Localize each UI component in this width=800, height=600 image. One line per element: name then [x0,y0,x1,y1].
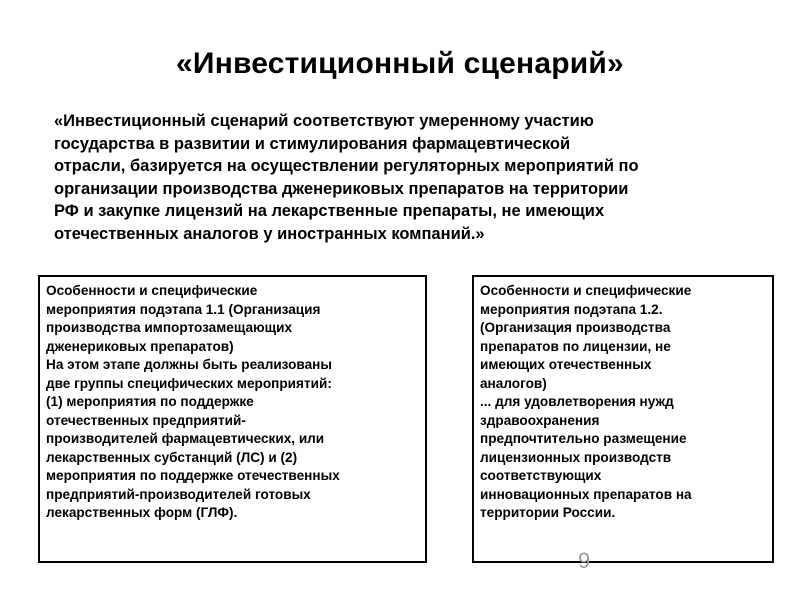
box-line: две группы специфических мероприятий: [46,375,332,391]
box-line: Особенности и специфические [480,283,692,298]
intro-paragraph [54,110,774,246]
box-line: (1) мероприятия по поддержке [46,394,254,409]
box-line: инновационных препаратов на [480,486,692,502]
box-line: лицензионных производств [480,449,672,465]
box-line: препаратов по лицензии, не [480,338,671,354]
box-line: производства импортозамещающих [46,320,293,335]
box-line: ... для удовлетворения нужд [480,394,674,409]
box-line: производителей фармацевтических, или [46,431,325,446]
intro-line: организации производства дженериковых препаратов на территории [54,179,629,198]
box-line: дженериковых препаратов) [46,338,234,354]
box-line: (Организация производства [480,320,671,335]
intro-line: отрасли, базируется на осуществлении регуляторных мероприятий по [54,157,639,176]
page-number: 9 [578,548,591,573]
substage-1-1-box [38,275,427,563]
box-line: лекарственных субстанций (ЛС) и (2) [46,449,298,465]
intro-line: государства в развитии и стимулирования фармацевтической [54,134,571,153]
box-line: лекарственных форм (ГЛФ). [46,505,238,520]
box-line: имеющих отечественных [480,357,652,372]
box-line: предпочтительно размещение [480,431,687,446]
box-line: мероприятия подэтапа 1.2. [480,301,663,317]
box-line: отечественных предприятий- [46,412,246,428]
intro-line: отечественных аналогов у иностранных компаний.» [54,224,485,243]
box-line: мероприятия подэтапа 1.1 (Организация [46,301,321,317]
intro-line: «Инвестиционный сценарий соответствуют умеренному участию [54,112,594,130]
slide-title: «Инвестиционный сценарий» [176,47,624,80]
box-line: Особенности и специфические [46,283,258,298]
box-line: аналогов) [480,375,547,391]
box-line: предприятий-производителей готовых [46,486,311,502]
box-line: соответствующих [480,468,602,483]
box-line: На этом этапе должны быть реализованы [46,357,332,372]
box-line: здравоохранения [480,412,600,428]
substage-1-2-box [472,275,774,563]
box-line: территории России. [480,505,616,520]
intro-line: РФ и закупке лицензий на лекарственные препараты, не имеющих [54,202,605,221]
box-line: мероприятия по поддержке отечественных [46,468,340,483]
